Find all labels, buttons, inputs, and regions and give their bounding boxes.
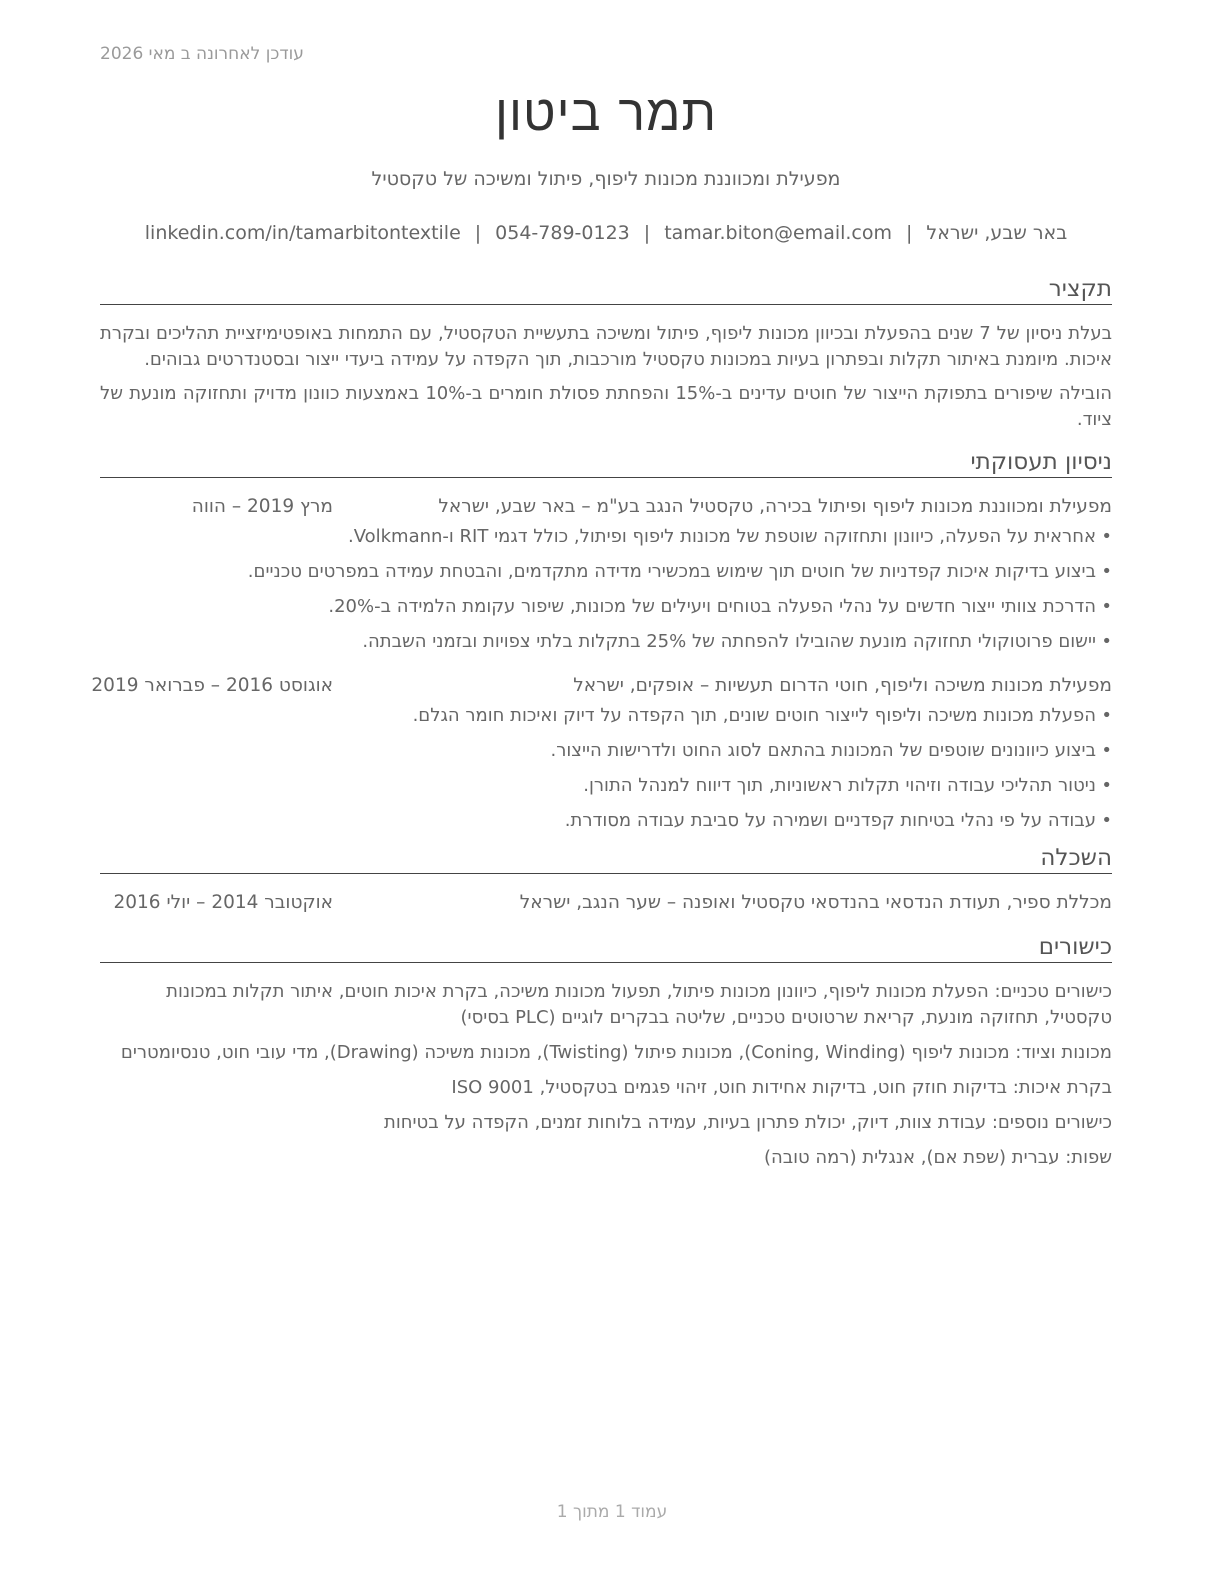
contact-line — [100, 222, 1112, 244]
contact-email[interactable]: tamar.biton@email.com — [664, 222, 893, 244]
list-item: • ניטור תהליכי עבודה וזיהוי תקלות ראשוניות, תוך דיווח למנהל התורן. — [100, 773, 1112, 799]
contact-location: באר שבע, ישראל — [926, 222, 1068, 244]
job-entry — [91, 673, 1112, 834]
candidate-name: תמר ביטון — [494, 84, 717, 142]
resume-content — [91, 274, 1112, 1180]
job-title: מפעילת ומכווננת מכונות ליפוף, פיתול ומשיכה של טקסטיל — [371, 168, 841, 190]
last-updated: עודכן לאחרונה ב מאי 2026 — [100, 44, 304, 64]
job-bullets — [100, 703, 1112, 834]
job-entry — [100, 494, 1112, 655]
list-item: • עבודה על פי נהלי בטיחות קפדניים ושמירה על סביבת עבודה מסודרת. — [100, 808, 1112, 834]
education-entry — [100, 890, 1112, 916]
separator: | — [906, 222, 913, 244]
education-section — [100, 843, 1112, 916]
summary-section — [100, 274, 1112, 433]
list-item: • הדרכת צוותי ייצור חדשים על נהלי הפעלה בטוחים ויעילים של מכונות, שיפור עקומת הלמידה ב-20%. — [100, 594, 1112, 620]
section-title-experience: ניסיון תעסוקתי — [100, 447, 1112, 478]
skills-section — [100, 932, 1112, 1171]
contact-phone[interactable]: 054-789-0123 — [495, 222, 630, 244]
section-title-skills: כישורים — [100, 932, 1112, 963]
job-heading: מפעילת מכונות משיכה וליפוף, חוטי הדרום תעשיות – אופקים, ישראל — [573, 675, 1112, 696]
skill-line: מכונות וציוד: מכונות ליפוף (Coning, Winding), מכונות פיתול (Twisting), מכונות משיכה (Drawing), מדי עובי חוט, טנסיומטרים — [120, 1042, 1112, 1063]
separator: | — [643, 222, 651, 244]
skill-line: שפות: עברית (שפת אם), אנגלית (רמה טובה) — [763, 1147, 1112, 1168]
education-heading: מכללת ספיר, תעודת הנדסאי בהנדסאי טקסטיל ואופנה – שער הנגב, ישראל — [519, 892, 1112, 913]
list-item: • הפעלת מכונות משיכה וליפוף לייצור חוטים שונים, תוך הקפדה על דיוק ואיכות חומר הגלם. — [100, 703, 1112, 729]
page-number: עמוד 1 מתוך 1 — [556, 1502, 668, 1522]
separator: | — [474, 222, 482, 244]
list-item: • אחראית על הפעלה, כיוונון ותחזוקה שוטפת של מכונות ליפוף ופיתול, כולל דגמי RIT ו-Volkmann. — [100, 524, 1112, 550]
section-title-education: השכלה — [100, 843, 1112, 874]
skill-line: כישורים טכניים: הפעלת מכונות ליפוף, כיוונון מכונות פיתול, תפעול מכונות משיכה, בקרת איכות חוטים, איתור תקלות במכונות טקסטיל, תחזוקה מונעת, קריאת שרטוטים טכניים, שליטה בבקרים לוגיים (PLC בסיסי) — [166, 981, 1112, 1028]
education-dates: אוקטובר 2014 – יולי 2016 — [113, 892, 333, 913]
job-heading: מפעילת ומכווננת מכונות ליפוף ופיתול בכירה, טקסטיל הנגב בע"מ – באר שבע, ישראל — [438, 496, 1112, 517]
summary-paragraph: בעלת ניסיון של 7 שנים בהפעלת ובכיוון מכונות ליפוף, פיתול ומשיכה בתעשיית הטקסטיל, עם התמחות באופטימיזציית תהליכים ובקרת איכות. מיומנת באיתור תקלות ובפתרון בעיות במכונות טקסטיל מורכבות, תוך הקפדה על עמידה ביעדי ייצור ובסטנדרטים גבוהים. — [100, 323, 1112, 370]
job-header — [100, 494, 1112, 520]
skill-line: כישורים נוספים: עבודת צוות, דיוק, יכולת פתרון בעיות, עמידה בלוחות זמנים, הקפדה על בטיחות — [384, 1112, 1112, 1133]
job-dates: מרץ 2019 – הווה — [191, 496, 333, 517]
summary-paragraph: הובילה שיפורים בתפוקת הייצור של חוטים עדינים ב-15% והפחתת פסולת חומרים ב-10% באמצעות כוונון מדויק ותחזוקה מונעת של ציוד. — [100, 383, 1112, 430]
list-item: • ביצוע בדיקות איכות קפדניות של חוטים תוך שימוש במכשירי מדידה מתקדמים, והבטחת עמידה במפרטים טכניים. — [100, 559, 1112, 585]
experience-section — [91, 447, 1112, 834]
contact-linkedin[interactable]: linkedin.com/in/tamarbitontextile — [144, 222, 461, 244]
section-title-summary: תקציר — [100, 274, 1112, 305]
job-bullets — [100, 524, 1112, 655]
job-dates: אוגוסט 2016 – פברואר 2019 — [91, 675, 333, 696]
list-item: • יישום פרוטוקולי תחזוקה מונעת שהובילו להפחתה של 25% בתקלות בלתי צפויות ובזמני השבתה. — [100, 629, 1112, 655]
skill-line: בקרת איכות: בדיקות חוזק חוט, בדיקות אחידות חוט, זיהוי פגמים בטקסטיל, ISO 9001 — [451, 1077, 1112, 1098]
job-header — [91, 673, 1112, 699]
list-item: • ביצוע כיוונונים שוטפים של המכונות בהתאם לסוג החוט ולדרישות הייצור. — [100, 738, 1112, 764]
